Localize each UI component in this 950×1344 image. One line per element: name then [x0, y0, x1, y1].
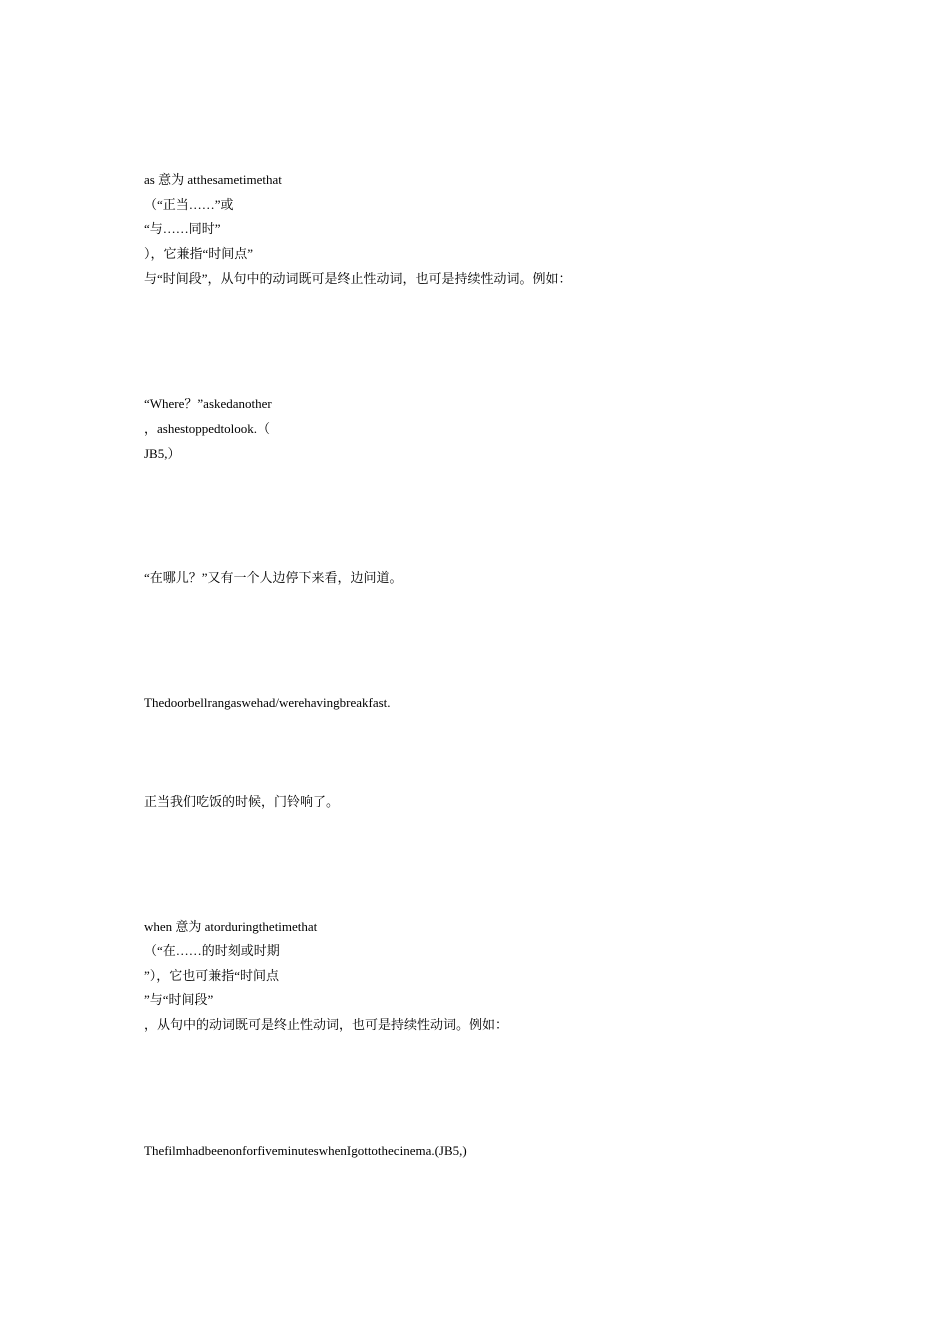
example-1-english-line-3: JB5,） [144, 446, 181, 461]
as-definition-line-3: “与……同时” [144, 221, 221, 236]
as-definition-line-2: （“正当……”或 [144, 197, 234, 212]
example-1-english-line-1: “Where？”askedanother [144, 396, 272, 411]
as-definition-line-4: ），它兼指“时间点” [144, 246, 254, 261]
when-definition-line-1: when 意为 atorduringthetimethat [144, 919, 318, 934]
as-definition-line-1: as 意为 atthesametimethat [144, 172, 282, 187]
example-2-chinese: 正当我们吃饭的时候，门铃响了。 [144, 794, 340, 809]
when-definition-line-3: ”），它也可兼指“时间点 [144, 968, 280, 983]
when-definition-line-4: ”与“时间段” [144, 992, 214, 1007]
example-3-english: ThefilmhadbeenonforfiveminuteswhenIgottothecinema.(JB5,) [144, 1143, 467, 1158]
example-2-english: Thedoorbellrangaswehad/werehavingbreakfast. [144, 695, 391, 710]
example-1-chinese: “在哪儿？”又有一个人边停下来看，边问道。 [144, 570, 403, 585]
when-definition-line-2: （“在……的时刻或时期 [144, 943, 280, 958]
as-definition-line-5: 与“时间段”，从句中的动词既可是终止性动词，也可是持续性动词。例如： [144, 271, 572, 286]
example-1-english-line-2: ，ashestoppedtolook.（ [144, 421, 271, 436]
when-definition-line-5: ，从句中的动词既可是终止性动词，也可是持续性动词。例如： [144, 1017, 509, 1032]
